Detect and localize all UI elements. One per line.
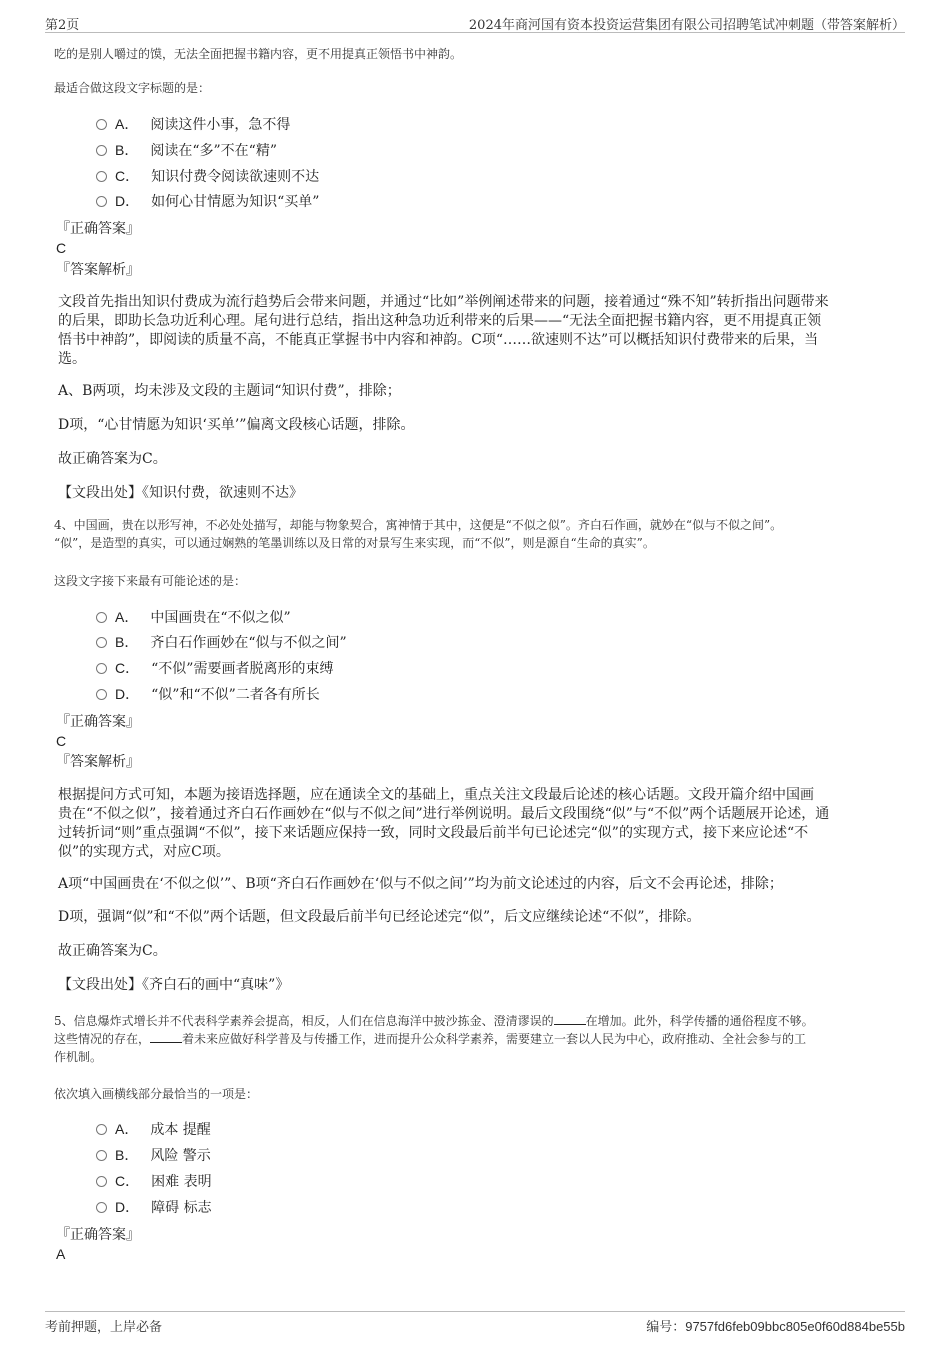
q4-conclusion: 故正确答案为C。 bbox=[58, 943, 167, 959]
radio-icon[interactable] bbox=[96, 663, 107, 674]
radio-icon[interactable] bbox=[96, 612, 107, 623]
q3-answer: C bbox=[56, 240, 67, 256]
radio-icon[interactable] bbox=[96, 637, 107, 648]
q4-prompt: 这段文字接下来最有可能论述的是： bbox=[54, 574, 247, 588]
radio-icon[interactable] bbox=[96, 1176, 107, 1187]
page-header bbox=[45, 14, 905, 33]
radio-icon[interactable] bbox=[96, 689, 107, 700]
q4-option-b[interactable]: B． 齐白石作画妙在“似与不似之间” bbox=[96, 633, 347, 652]
q4-ab-note: A项“中国画贵在‘不似之似’”、B项“齐白石作画妙在‘似与不似之间’”均为前文论述过的内容，后文不会再论述，排除； bbox=[58, 876, 783, 892]
q3-ab-note: A、B两项，均未涉及文段的主题词“知识付费”，排除； bbox=[58, 383, 401, 399]
q5-answer: A bbox=[56, 1246, 66, 1262]
radio-icon[interactable] bbox=[96, 1124, 107, 1135]
q3-option-a[interactable]: A． 阅读这件小事，急不得 bbox=[96, 115, 290, 134]
q3-source: 【文段出处】《知识付费，欲速则不达》 bbox=[58, 485, 303, 501]
q4-analysis-label: 『答案解析』 bbox=[56, 754, 140, 770]
q3-option-d[interactable]: D． 如何心甘情愿为知识“买单” bbox=[96, 192, 319, 211]
document-title: 2024年商河国有资本投资运营集团有限公司招聘笔试冲刺题（带答案解析） bbox=[468, 18, 905, 33]
radio-icon[interactable] bbox=[96, 171, 107, 182]
q3-passage-end: 吃的是别人嚼过的馍，无法全面把握书籍内容，更不用提真正领悟书中神韵。 bbox=[54, 47, 463, 61]
radio-icon[interactable] bbox=[96, 196, 107, 207]
q3-analysis-label: 『答案解析』 bbox=[56, 262, 140, 278]
radio-icon[interactable] bbox=[96, 1202, 107, 1213]
radio-icon[interactable] bbox=[96, 145, 107, 156]
q3-analysis: 文段首先指出知识付费成为流行趋势后会带来问题，并通过“比如”举例阐述带来的问题，接着通过“殊不知”转折指出问题带来 的后果，即助长急功近利心理。尾句进行总结，指出这种急功近利带来的后果——“无法全面把握书籍内容，更不用提真正领 悟书中神韵”，即阅读的质量不高，不能真正掌握书中内容和神韵。C项“……欲速则不达”可以概括知识付费带来的后果，当 选。 bbox=[58, 294, 829, 367]
q4-passage: 4、中国画，贵在以形写神，不必处处描写，却能与物象契合，寓神情于其中，这便是“不似之似”。齐白石作画，就妙在“似与不似之间”。 “似”，是造型的真实，可以通过娴熟的笔墨训练以及日常的对景写生来实现，而“不似”，则是源自“生命的真实”。 bbox=[54, 518, 783, 550]
footer-slogan: 考前押题，上岸必备 bbox=[45, 1320, 163, 1335]
q5-option-d[interactable]: D． 障碍 标志 bbox=[96, 1198, 212, 1217]
document-id: 编号：9757fd6feb09bbc805e0f60d884be55b bbox=[646, 1319, 905, 1334]
q4-answer-label: 『正确答案』 bbox=[56, 714, 140, 730]
q5-option-a[interactable]: A． 成本 提醒 bbox=[96, 1120, 211, 1139]
radio-icon[interactable] bbox=[96, 1150, 107, 1161]
radio-icon[interactable] bbox=[96, 119, 107, 130]
q5-prompt: 依次填入画横线部分最恰当的一项是： bbox=[54, 1087, 259, 1101]
q3-answer-label: 『正确答案』 bbox=[56, 221, 140, 237]
q4-option-c[interactable]: C． “不似”需要画者脱离形的束缚 bbox=[96, 659, 333, 678]
q4-option-a[interactable]: A． 中国画贵在“不似之似” bbox=[96, 608, 291, 627]
q4-d-note: D项，强调“似”和“不似”两个话题，但文段最后前半句已经论述完“似”，后文应继续论述“不似”，排除。 bbox=[58, 909, 701, 925]
q5-option-b[interactable]: B． 风险 警示 bbox=[96, 1146, 211, 1165]
page-number: 第2页 bbox=[45, 18, 80, 33]
q5-answer-label: 『正确答案』 bbox=[56, 1227, 140, 1243]
q5-option-c[interactable]: C． 困难 表明 bbox=[96, 1172, 212, 1191]
q4-answer: C bbox=[56, 733, 67, 749]
q4-source: 【文段出处】《齐白石的画中“真味”》 bbox=[58, 977, 290, 993]
q3-d-note: D项，“心甘情愿为知识‘买单’”偏离文段核心话题，排除。 bbox=[58, 417, 415, 433]
q3-option-c[interactable]: C． 知识付费令阅读欲速则不达 bbox=[96, 167, 319, 186]
fill-blank-2 bbox=[150, 1030, 182, 1043]
page-footer bbox=[45, 1311, 905, 1334]
fill-blank-1 bbox=[554, 1012, 586, 1025]
q4-analysis: 根据提问方式可知，本题为接语选择题，应在通读全文的基础上，重点关注文段最后论述的核心话题。文段开篇介绍中国画 贵在“不似之似”，接着通过齐白石作画妙在“似与不似之间”进行举例说明。最后文段围绕“似”与“不似”两个话题展开论述，通 过转折词“则”重点强调“不似”，接下来话题应保持一致，同时文段最后前半句已论述完“似”的实现方式，接下来应论述“不 似”的实现方式，对应C项。 bbox=[58, 787, 830, 860]
q3-option-b[interactable]: B． 阅读在“多”不在“精” bbox=[96, 141, 277, 160]
q3-prompt: 最适合做这段文字标题的是： bbox=[54, 81, 211, 95]
q3-conclusion: 故正确答案为C。 bbox=[58, 451, 167, 467]
q4-option-d[interactable]: D． “似”和“不似”二者各有所长 bbox=[96, 685, 320, 704]
q5-passage: 5、信息爆炸式增长并不代表科学素养会提高，相反，人们在信息海洋中披沙拣金、澄清谬误的 在增加。此外，科学传播的通俗程度不够。 这些情况的存在， 着未来应做好科学普及与传播工作，进而提升公众科学素养，需要建立一套以人民为中心，政府推动、全社会参与的工 作机制。 bbox=[54, 1014, 814, 1064]
